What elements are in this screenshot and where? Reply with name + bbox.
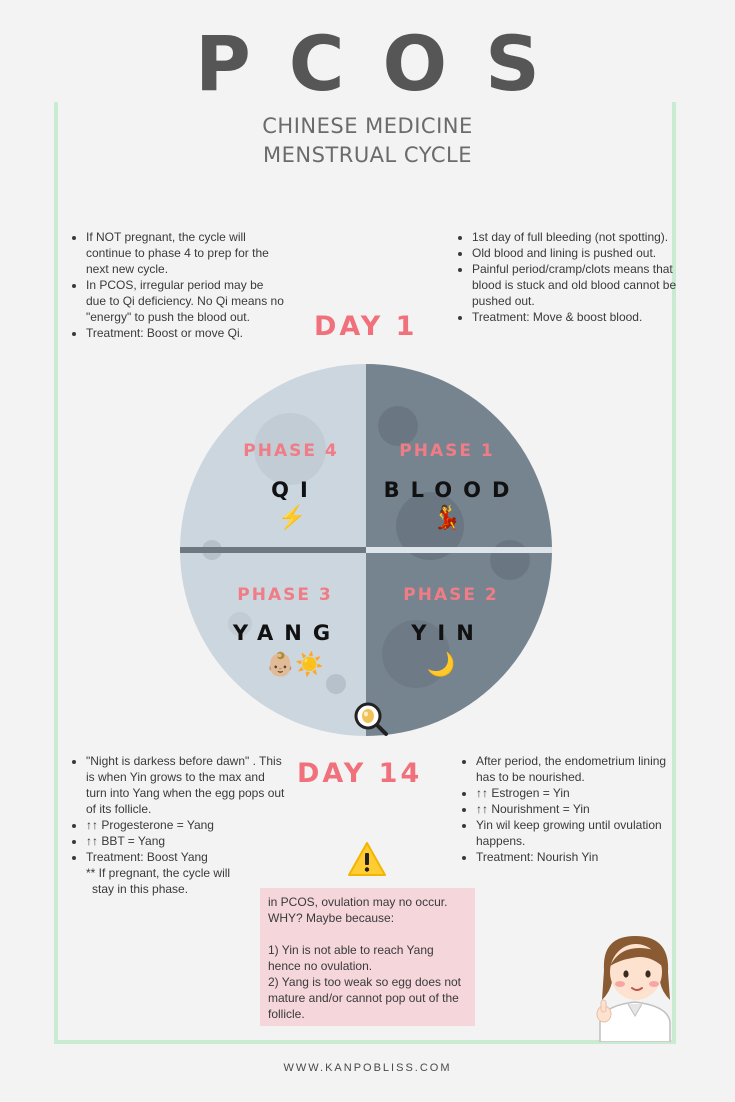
note-item: • Treatment: Nourish Yin <box>476 849 676 865</box>
element-blood: BLOOD <box>383 478 521 502</box>
divider-right <box>366 547 552 553</box>
subtitle-line-1: CHINESE MEDICINE <box>262 114 473 138</box>
crater <box>378 406 418 446</box>
phase-1-label: PHASE 1 <box>399 441 495 461</box>
warning-line-1: in PCOS, ovulation may no occur. WHY? Maybe because: <box>268 895 448 925</box>
divider-left <box>180 547 366 553</box>
moon-graphic <box>180 364 552 736</box>
footnote-line-1: ** If pregnant, the cycle will <box>86 866 231 880</box>
footer-url[interactable]: WWW.KANPOBLISS.COM <box>283 1062 452 1074</box>
footnote-line-2: stay in this phase. <box>92 882 189 896</box>
note-item: • ↑↑ Estrogen = Yin <box>476 785 676 801</box>
note-item: • In PCOS, irregular period may be due to Qi deficiency. No Qi means no "energy" to push the blood out. <box>86 277 286 325</box>
lightning-icon: ⚡ <box>277 504 307 530</box>
phase-4-label: PHASE 4 <box>243 441 339 461</box>
warning-icon <box>347 841 387 877</box>
warning-line-3: 2) Yang is too weak so egg does not mature and/or cannot pop out of the follicle. <box>268 975 462 1021</box>
note-item: • Treatment: Move & boost blood. <box>472 309 687 325</box>
baby-sun-icon: 👶🏼☀️ <box>266 651 324 677</box>
notes-phase-2 <box>460 753 676 865</box>
note-item: • Old blood and lining is pushed out. <box>472 245 687 261</box>
element-yang: YANG <box>232 621 342 645</box>
dancer-icon: 💃 <box>432 504 462 530</box>
moon-icon: 🌙 <box>426 651 456 677</box>
phase-3-label: PHASE 3 <box>237 585 333 605</box>
cycle-moon <box>180 364 552 736</box>
note-item: • ↑↑ Nourishment = Yin <box>476 801 676 817</box>
warning-box <box>260 888 475 1026</box>
day-1-label: DAY 1 <box>314 311 418 342</box>
note-item: • After period, the endometrium lining has to be nourished. <box>476 753 676 785</box>
note-item: • Painful period/cramp/clots means that blood is stuck and old blood cannot be pushed out. <box>472 261 687 309</box>
doctor-illustration <box>592 930 678 1042</box>
note-item: • Yin wil keep growing until ovulation happens. <box>476 817 676 849</box>
note-item: • Treatment: Boost Yang <box>86 849 286 865</box>
notes-phase-4 <box>70 229 286 341</box>
subtitle-line-2: MENSTRUAL CYCLE <box>262 143 473 167</box>
note-item: • Treatment: Boost or move Qi. <box>86 325 286 341</box>
day-14-label: DAY 14 <box>297 758 423 789</box>
note-footnote <box>86 865 286 897</box>
notes-phase-3 <box>70 753 286 897</box>
note-item: • If NOT pregnant, the cycle will continue to phase 4 to prep for the next new cycle. <box>86 229 286 277</box>
egg-magnifier-icon <box>350 700 390 738</box>
note-item: • "Night is darkess before dawn" . This is when Yin grows to the max and turn into Yang when the egg pops out of its follicle. <box>86 753 286 817</box>
note-item: • 1st day of full bleeding (not spotting). <box>472 229 687 245</box>
phase-2-label: PHASE 2 <box>403 585 499 605</box>
note-item: • ↑↑ Progesterone = Yang <box>86 817 286 833</box>
element-yin: YIN <box>411 621 485 645</box>
warning-line-2: 1) Yin is not able to reach Yang hence no ovulation. <box>268 943 434 973</box>
crater <box>490 540 530 580</box>
note-item: • ↑↑ BBT = Yang <box>86 833 286 849</box>
element-qi: QI <box>271 478 319 502</box>
notes-phase-1 <box>456 229 687 325</box>
page-subtitle <box>0 112 735 170</box>
page-title: PCOS <box>0 26 735 102</box>
